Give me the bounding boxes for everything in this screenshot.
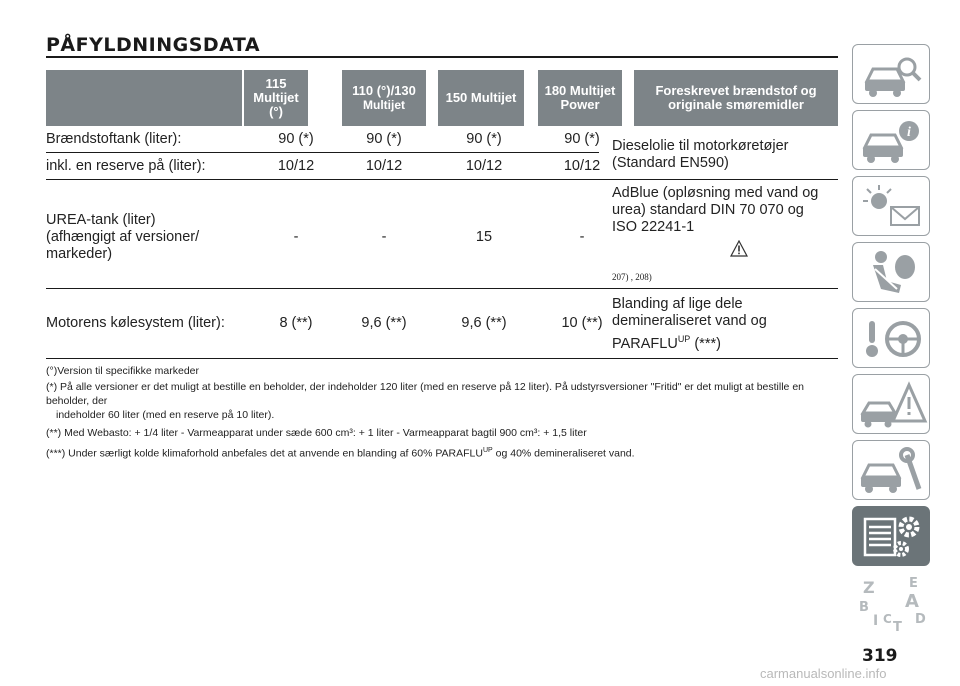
reserve-180: 10/12 bbox=[563, 158, 601, 174]
tab-index[interactable] bbox=[852, 572, 930, 632]
reserve-label: inkl. en reserve på (liter): bbox=[46, 158, 206, 174]
page-number: 319 bbox=[862, 646, 898, 666]
cooling-150: 9,6 (**) bbox=[461, 315, 507, 331]
fuel-tank-label: Brændstoftank (liter): bbox=[46, 131, 182, 147]
tab-get-to-know-car[interactable] bbox=[852, 44, 930, 104]
urea-label-line2: (afhængigt af versioner/ bbox=[46, 229, 200, 245]
svg-text:A: A bbox=[905, 591, 919, 612]
tab-maintenance[interactable] bbox=[852, 440, 930, 500]
warning-triangle-icon bbox=[730, 240, 748, 257]
urea-spec-line1: AdBlue (opløsning med vand og bbox=[612, 185, 819, 201]
header-fuel-lubricants: Foreskrevet brændstof og originale smøremidler bbox=[634, 70, 838, 126]
header-110-130-multijet: 110 (°)/130 Multijet bbox=[342, 70, 426, 126]
urea-spec-line2: urea) standard DIN 70 070 og bbox=[612, 202, 804, 218]
header-blank-cell bbox=[46, 70, 242, 126]
reserve-150: 10/12 bbox=[465, 158, 503, 174]
row-divider bbox=[46, 288, 838, 289]
footnote-cold-climate: (***) Under særligt kolde klimaforhold anbefales det at anvende en blanding af 60% $PARAFLU^{UP}$ og 40% demineraliseret vand. bbox=[46, 447, 635, 460]
warning-references: 207) , 208) bbox=[612, 272, 652, 282]
svg-text:i: i bbox=[907, 125, 911, 140]
tab-technical-data[interactable] bbox=[852, 506, 930, 566]
car-wrench-icon bbox=[853, 441, 931, 501]
fuel-spec-line1: Dieselolie til motorkøretøjer bbox=[612, 138, 789, 154]
svg-text:B: B bbox=[859, 600, 869, 615]
cooling-180: 10 (**) bbox=[561, 315, 603, 331]
header-180-multijet-power: 180 Multijet Power bbox=[538, 70, 622, 126]
car-triangle-icon bbox=[853, 375, 931, 435]
fuel-tank-150: 90 (*) bbox=[466, 131, 502, 147]
watermark: carmanualsonline.info bbox=[760, 666, 887, 681]
table-header bbox=[46, 70, 838, 126]
footnotes bbox=[46, 364, 838, 461]
cooling-spec-line1: Blanding af lige dele bbox=[612, 296, 743, 312]
cooling-110-130: 9,6 (**) bbox=[361, 315, 407, 331]
car-info-icon bbox=[853, 111, 931, 171]
tab-emergency[interactable] bbox=[852, 374, 930, 434]
fuel-spec-line2: (Standard EN590) bbox=[612, 155, 729, 171]
svg-text:C: C bbox=[883, 612, 892, 626]
fuel-tank-115: 90 (*) bbox=[278, 131, 314, 147]
fuel-tank-180: 90 (*) bbox=[564, 131, 600, 147]
car-search-icon bbox=[853, 45, 931, 105]
urea-label-line3: markeder) bbox=[46, 246, 113, 262]
steering-wheel-icon bbox=[853, 309, 931, 369]
alphabet-index-icon bbox=[853, 573, 931, 633]
urea-115: - bbox=[293, 229, 299, 245]
header-115-multijet: 115 Multijet (°) bbox=[244, 70, 308, 126]
row-divider bbox=[46, 152, 599, 153]
page-title: PÅFYLDNINGSDATA bbox=[46, 34, 261, 56]
svg-text:T: T bbox=[893, 620, 902, 633]
reserve-110-130: 10/12 bbox=[365, 158, 403, 174]
urea-label-line1: UREA-tank (liter) bbox=[46, 212, 156, 228]
svg-text:E: E bbox=[909, 576, 918, 591]
lights-warning-icon bbox=[853, 177, 931, 237]
specs-gear-icon bbox=[853, 507, 931, 567]
tab-instrument-panel[interactable] bbox=[852, 110, 930, 170]
cooling-spec-line2: demineraliseret vand og bbox=[612, 313, 767, 329]
footnote-market-version: (°)Version til specifikke markeder bbox=[46, 365, 199, 377]
svg-text:Z: Z bbox=[863, 578, 875, 597]
header-150-multijet: 150 Multijet bbox=[438, 70, 524, 126]
seat-airbag-icon bbox=[853, 243, 931, 303]
tab-starting-driving[interactable] bbox=[852, 308, 930, 368]
table-bottom-rule bbox=[46, 358, 838, 359]
urea-150: 15 bbox=[475, 229, 493, 245]
tab-safety[interactable] bbox=[852, 176, 930, 236]
reserve-115: 10/12 bbox=[277, 158, 315, 174]
row-divider bbox=[46, 179, 838, 180]
footnote-tank-option: (*) På alle versioner er det muligt at bestille en beholder, der indeholder 120 liter (med en reserve på 12 liter). På udstyrsversioner "Fritid" er det muligt at bestille en beholder, der indeholder 60 liter (med en reserve på 10 liter). bbox=[46, 381, 804, 421]
cooling-spec-line3: $PARAFLU^{UP}$ (***) bbox=[612, 334, 721, 352]
cooling-label: Motorens kølesystem (liter): bbox=[46, 315, 225, 331]
footnote-webasto: (**) Med Webasto: + 1/4 liter - Varmeapparat under sæde 600 cm³: + 1 liter - Varmeapparat bagtil 900 cm³: + 1,5 liter bbox=[46, 427, 587, 439]
urea-spec-line3: ISO 22241-1 bbox=[612, 219, 695, 235]
svg-text:D: D bbox=[915, 612, 926, 627]
urea-180: - bbox=[579, 229, 585, 245]
tab-seats-airbags[interactable] bbox=[852, 242, 930, 302]
urea-110-130: - bbox=[381, 229, 387, 245]
cooling-115: 8 (**) bbox=[279, 315, 313, 331]
title-rule bbox=[46, 56, 838, 58]
fuel-tank-110-130: 90 (*) bbox=[366, 131, 402, 147]
svg-text:I: I bbox=[873, 613, 879, 629]
